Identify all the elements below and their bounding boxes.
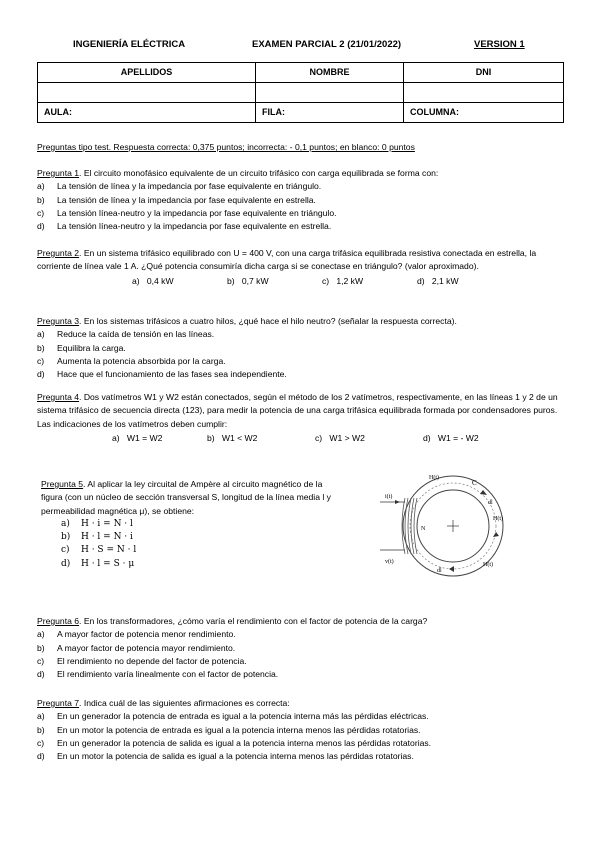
option[interactable]: a) H · i = N · l: [61, 518, 133, 529]
option[interactable]: b) A mayor factor de potencia mayor rendimiento.: [37, 642, 236, 653]
student-info-table: [37, 62, 564, 123]
option[interactable]: b) 0,7 kW: [227, 275, 269, 286]
field-label-right: H(t): [493, 516, 503, 522]
option[interactable]: c) Aumenta la potencia absorbida por la carga.: [37, 355, 226, 366]
option[interactable]: a) En un generador la potencia de entrada es igual a la potencia interna más las pérdidas eléctricas.: [37, 711, 429, 722]
dl-label-right: dl: [488, 500, 493, 506]
question-text: . En un sistema trifásico equilibrado con U = 400 V, con una carga trifásica equilibrada resistiva conectada en estrella, la corriente de línea vale 1 A. ¿Qué potencia consumiría dicha carga si se conectase en triángulo? (valor aproximado).: [37, 248, 537, 272]
contour-label: C: [472, 479, 477, 487]
question-text: . En los sistemas trifásicos a cuatro hilos, ¿qué hace el hilo neutro? (señalar la respuesta correcta).: [79, 316, 457, 326]
option[interactable]: d) Hace que el funcionamiento de las fases sea independiente.: [37, 369, 287, 380]
field-label-bottom: H(t): [483, 562, 493, 568]
option[interactable]: c) En un generador la potencia de salida es igual a la potencia interna menos las pérdidas rotatorias.: [37, 737, 432, 748]
question-label: Pregunta 3: [37, 316, 80, 326]
nombre-header: NOMBRE: [256, 63, 404, 83]
exam-title: EXAMEN PARCIAL 2 (21/01/2022): [252, 39, 402, 50]
option[interactable]: b) W1 < W2: [207, 432, 258, 443]
question-label: Pregunta 2: [37, 248, 80, 258]
question-2: [37, 247, 564, 288]
question-5: [41, 478, 341, 571]
question-4: [37, 391, 564, 445]
fila-field[interactable]: FILA:: [256, 103, 404, 123]
apellidos-field[interactable]: [38, 83, 256, 103]
question-label: Pregunta 4: [37, 392, 80, 402]
option[interactable]: d) 2,1 kW: [417, 275, 459, 286]
dl-label-bottom: dl: [437, 568, 442, 574]
question-text: . El circuito monofásico equivalente de un circuito trifásico con carga equilibrada se forma con:: [79, 168, 439, 178]
option[interactable]: b) H · l = N · i: [61, 532, 133, 543]
magnetic-circuit-figure: [375, 468, 525, 583]
question-6: [37, 615, 564, 681]
question-1: [37, 167, 564, 233]
option[interactable]: a) 0,4 kW: [132, 275, 174, 286]
question-7: [37, 697, 564, 763]
field-label-top: H(t): [429, 475, 439, 481]
option[interactable]: c) 1,2 kW: [322, 275, 364, 286]
option[interactable]: a) Reduce la caída de tensión en las líneas.: [37, 329, 215, 340]
school-title: INGENIERÍA ELÉCTRICA: [73, 39, 186, 50]
option[interactable]: a) La tensión de línea y la impedancia por fase equivalente en triángulo.: [37, 181, 322, 192]
option[interactable]: d) La tensión línea-neutro y la impedancia por fase equivalente en estrella.: [37, 221, 332, 232]
question-label: Pregunta 7: [37, 698, 80, 708]
dni-header: DNI: [404, 63, 564, 83]
question-text: . Dos vatímetros W1 y W2 están conectados, según el método de los 2 vatímetros, respectivamente, en las líneas 1 y 2 de un sistema trifásico de secuencia directa (123), para medir la potencia de una carga trifásica equilibrada formada por condensadores puros. Las indicaciones de los vatímetros deben cumplir:: [37, 392, 558, 429]
dni-field[interactable]: [404, 83, 564, 103]
option[interactable]: c) H · S = N · l: [61, 545, 137, 556]
current-label: i(t): [385, 494, 393, 500]
option[interactable]: b) En un motor la potencia de entrada es igual a la potencia interna menos las pérdidas rotatorias.: [37, 724, 421, 735]
question-label: Pregunta 6: [37, 616, 80, 626]
voltage-label: v(t): [385, 559, 394, 565]
instructions: Preguntas tipo test. Respuesta correcta: 0,375 puntos; incorrecta: - 0,1 puntos; en blanco: 0 puntos: [37, 142, 415, 152]
option[interactable]: d) H · l = S · μ: [61, 558, 135, 569]
option[interactable]: d) En un motor la potencia de salida es igual a la potencia interna menos las pérdidas rotatorias.: [37, 751, 414, 762]
question-text: . En los transformadores, ¿cómo varía el rendimiento con el factor de potencia de la carga?: [79, 616, 428, 626]
aula-field[interactable]: AULA:: [38, 103, 256, 123]
option[interactable]: c) El rendimiento no depende del factor de potencia.: [37, 655, 247, 666]
columna-field[interactable]: COLUMNA:: [404, 103, 564, 123]
option[interactable]: d) El rendimiento varía linealmente con el factor de potencia.: [37, 669, 279, 680]
question-3: [37, 315, 564, 381]
option[interactable]: b) La tensión de línea y la impedancia por fase equivalente en estrella.: [37, 194, 316, 205]
nombre-field[interactable]: [256, 83, 404, 103]
option[interactable]: a) W1 = W2: [112, 432, 163, 443]
option[interactable]: a) A mayor factor de potencia menor rendimiento.: [37, 629, 236, 640]
option[interactable]: b) Equilibra la carga.: [37, 342, 126, 353]
turns-label: N: [421, 526, 426, 532]
question-label: Pregunta 1: [37, 168, 80, 178]
option[interactable]: c) W1 > W2: [315, 432, 365, 443]
question-text: . Indica cuál de las siguientes afirmaciones es correcta:: [79, 698, 290, 708]
option[interactable]: d) W1 = - W2: [423, 432, 479, 443]
apellidos-header: APELLIDOS: [38, 63, 256, 83]
question-text: . Al aplicar la ley circuital de Ampère al circuito magnético de la figura (con un núcleo de sección transversal S, longitud de la línea media l y permeabilidad magnética μ), se obtiene:: [41, 479, 331, 516]
option[interactable]: c) La tensión línea-neutro y la impedancia por fase equivalente en triángulo.: [37, 207, 337, 218]
question-label: Pregunta 5: [41, 479, 84, 489]
version-label: VERSION 1: [474, 39, 525, 50]
